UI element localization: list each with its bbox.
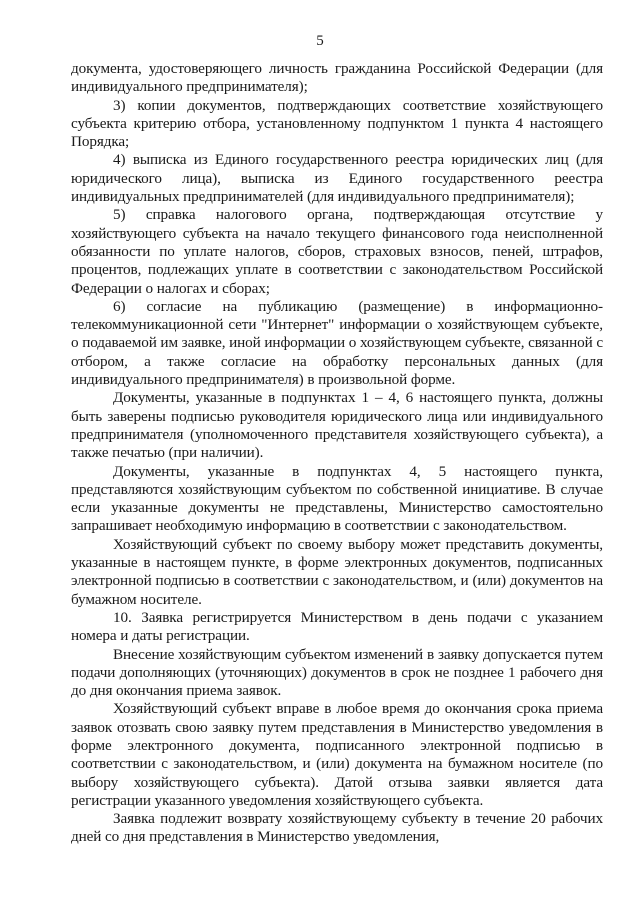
paragraph-continuation: документа, удостоверяющего личность гражданина Российской Федерации (для индивидуального предпринимателя);	[71, 60, 603, 96]
paragraph-item-5: 5) справка налогового органа, подтверждающая отсутствие у хозяйствующего субъекта на начало текущего финансового года неисполненной обязанности по уплате налогов, сборов, страховых взносов, пеней, штрафов, процентов, подлежащих уплате в соответствии с законодательством Российской Федерации о налогах и сборах;	[71, 206, 603, 297]
paragraph-item-10: 10. Заявка регистрируется Министерством в день подачи с указанием номера и даты регистрации.	[71, 608, 603, 645]
paragraph-return: Заявка подлежит возврату хозяйствующему субъекту в течение 20 рабочих дней со дня представления в Министерство уведомления,	[71, 810, 603, 846]
paragraph-withdrawal: Хозяйствующий субъект вправе в любое время до окончания срока приема заявок отозвать свою заявку путем представления в Министерство уведомления в форме электронного документа, подписанного электронной подписью в соответствии с законодательством, и (или) документа на бумажном носителе (по выбору хозяйствующего субъекта). Датой отзыва заявки является дата регистрации указанного уведомления хозяйствующего субъекта.	[71, 700, 603, 809]
paragraph-certification: Документы, указанные в подпунктах 1 – 4, 6 настоящего пункта, должны быть заверены подписью руководителя юридического лица или индивидуального предпринимателя (уполномоченного представителя хозяйствующего субъекта), а также печатью (при наличии).	[71, 389, 603, 462]
document-body	[71, 60, 603, 847]
paragraph-amendments: Внесение хозяйствующим субъектом изменений в заявку допускается путем подачи дополняющих (уточняющих) документов в срок не позднее 1 рабочего дня до дня окончания приема заявок.	[71, 645, 603, 700]
page-number: 5	[316, 33, 324, 49]
paragraph-item-3: 3) копии документов, подтверждающих соответствие хозяйствующего субъекта критерию отбора, установленному подпунктом 1 пункта 4 настоящего Порядка;	[71, 96, 603, 151]
paragraph-item-4: 4) выписка из Единого государственного реестра юридических лиц (для юридического лица), выписка из Единого государственного реестра индивидуальных предпринимателей (для индивидуального предпринимателя);	[71, 151, 603, 206]
paragraph-electronic-form: Хозяйствующий субъект по своему выбору может представить документы, указанные в настоящем пункте, в форме электронных документов, подписанных электронной подписью в соответствии с законодательством, и (или) документов на бумажном носителе.	[71, 535, 603, 608]
paragraph-item-6: 6) согласие на публикацию (размещение) в информационно-телекоммуникационной сети "Интернет" информации о хозяйствующем субъекте, о подаваемой им заявке, иной информации о хозяйствующем субъекте, связанной с отбором, а также согласие на обработку персональных данных (для индивидуального предпринимателя) в произвольной форме.	[71, 297, 603, 389]
paragraph-own-initiative: Документы, указанные в подпунктах 4, 5 настоящего пункта, представляются хозяйствующим субъектом по собственной инициативе. В случае если указанные документы не представлены, Министерство самостоятельно запрашивает необходимую информацию в соответствии с законодательством.	[71, 462, 603, 535]
